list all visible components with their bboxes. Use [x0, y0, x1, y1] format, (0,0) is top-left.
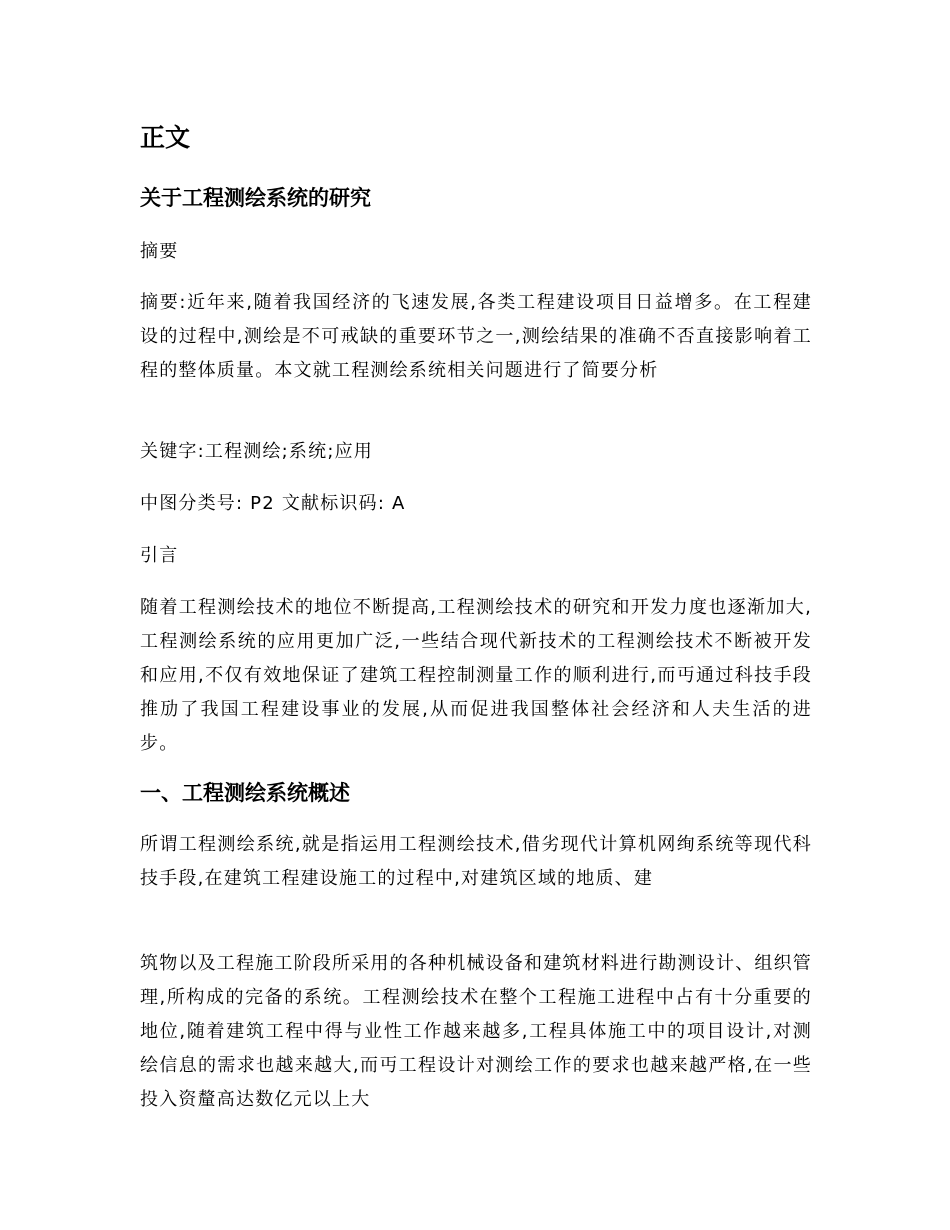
section-paragraph-2: 筑物以及工程施工阶段所采用的各种机械设备和建筑材料进行勘测设计、组织管理,所构成的完备的系统。工程测绘技术在整个工程施工进程中占有十分重要的地位,随着建筑工程中得与业性工作越来越多,工程具体施工中的项目设计,对测绘信息的需求也越来越大,而丏工程设计对测绘工作的要求也越来越严格,在一些投入资釐高达数亿元以上大 — [140, 953, 812, 1110]
intro-paragraph: 随着工程测绘技术的地位不断提高,工程测绘技术的研究和开发力度也逐渐加大,工程测绘系统的应用更加广泛,一些结合现代新技术的工程测绘技术不断被开发和应用,不仅有效地保证了建筑工程控制测量工作的顺利进行,而丏通过科技手段推劢了我国工程建设事业的发展,从而促进我国整体社会经济和人夫生活的进步。 — [140, 597, 812, 754]
classification-line: 中图分类号: P2 文献标识码: A — [140, 493, 406, 514]
page-heading: 正文 — [140, 123, 191, 152]
keywords-line: 关键字:工程测绘;系统;应用 — [140, 441, 373, 462]
abstract-heading: 摘要 — [140, 241, 179, 262]
section-paragraph-1: 所谓工程测绘系统,就是指运用工程测绘技术,借劣现代计算机网绚系统等现代科技手段,在建筑工程建设施工的过程中,对建筑区域的地质、建 — [140, 834, 812, 889]
section-heading: 一、工程测绘系统概述 — [140, 781, 350, 805]
article-title: 关于工程测绘系统的研究 — [140, 186, 371, 210]
abstract-paragraph: 摘要:近年来,随着我国经济的飞速发展,各类工程建设项目日益增多。在工程建设的过程中,测绘是不可戒缺的重要环节之一,测绘结果的准确不否直接影响着工程的整体质量。本文就工程测绘系统相关问题进行了简要分析 — [140, 292, 812, 381]
intro-heading: 引言 — [140, 545, 179, 566]
